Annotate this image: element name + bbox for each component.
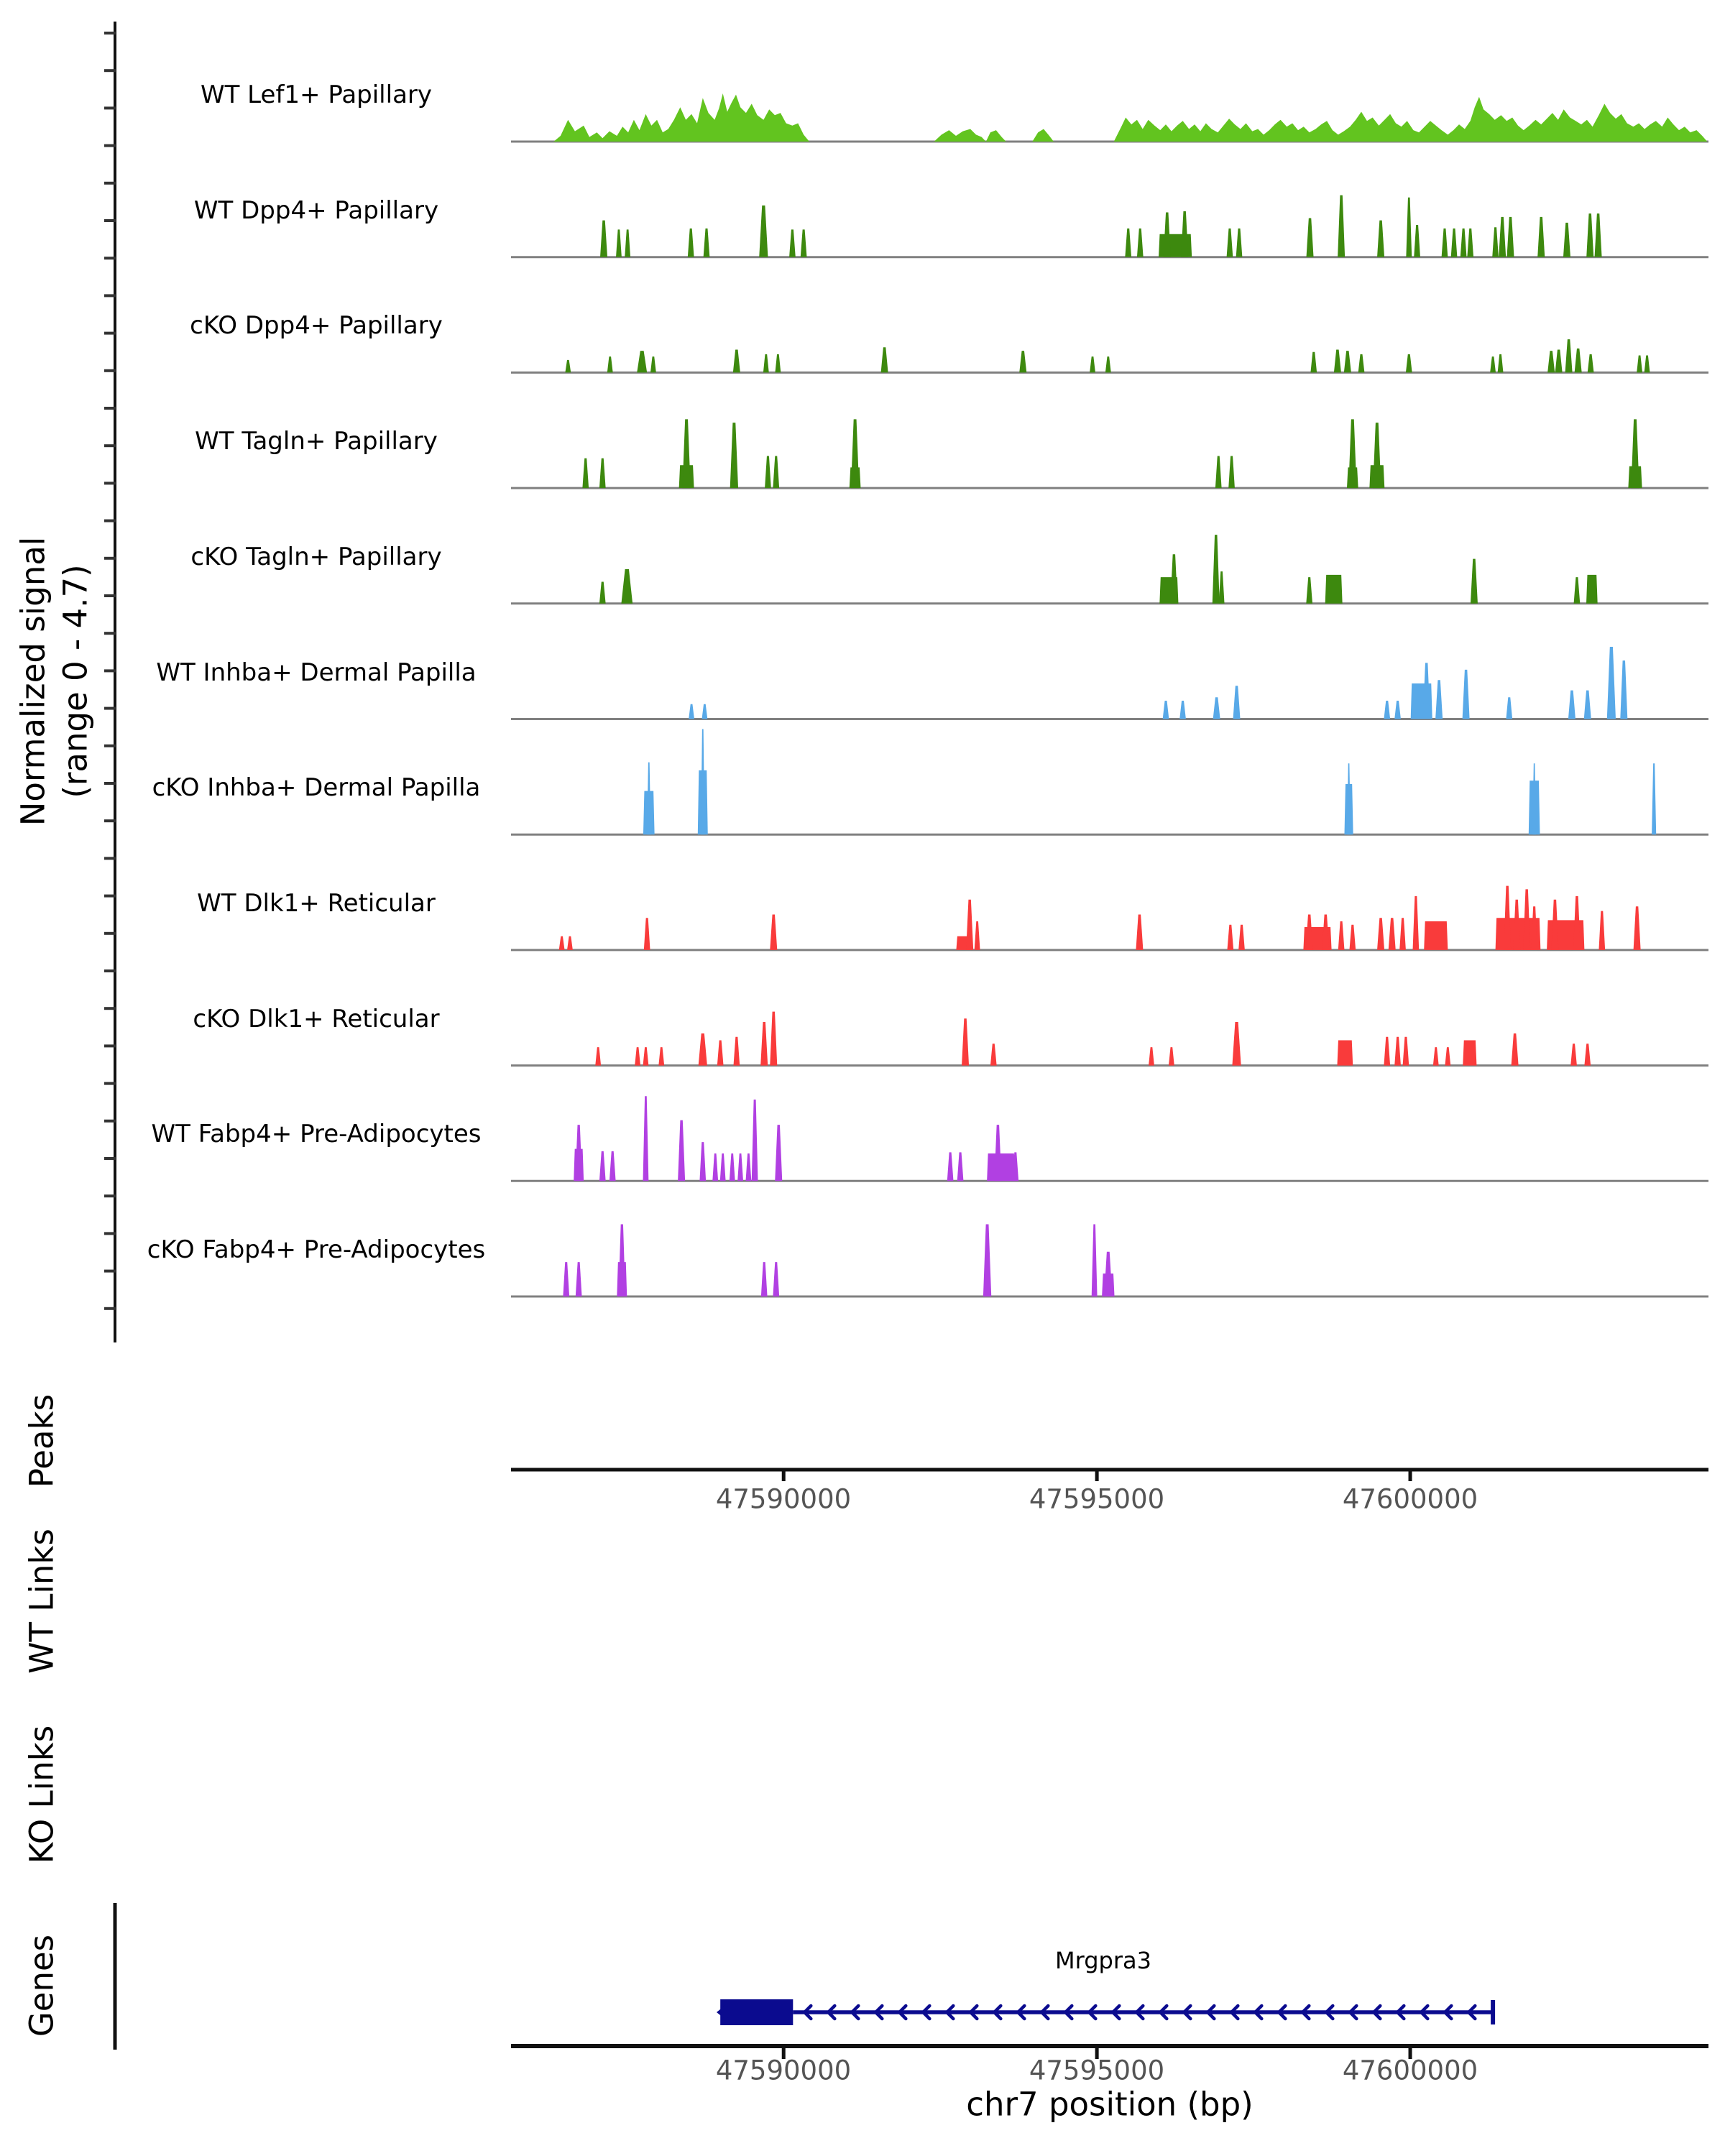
track-label-wt-inhba: WT Inhba+ Dermal Papilla [156, 658, 477, 687]
track-label-cko-tagln: cKO Tagln+ Papillary [190, 543, 442, 571]
signal-peak [1310, 352, 1317, 373]
signal-peak [1136, 914, 1143, 949]
signal-peak [1219, 571, 1225, 604]
signal-peak [957, 1152, 964, 1181]
signal-peak [704, 229, 710, 257]
track-label-cko-dpp4: cKO Dpp4+ Papillary [190, 311, 443, 340]
signal-peak [760, 1022, 768, 1066]
signal-peak [737, 1153, 743, 1181]
signal-peak [1563, 223, 1570, 257]
signal-peak [983, 1225, 991, 1296]
signal-peak [730, 1153, 735, 1181]
signal-peak [658, 1047, 664, 1066]
signal-peak [1460, 229, 1467, 257]
gene-label-mrgpra3: Mrgpra3 [1055, 1947, 1151, 1974]
signal-peak [1228, 456, 1235, 488]
signal-peak [947, 1152, 954, 1181]
x-axis-tick-47590000: 47590000 [715, 2055, 852, 2086]
peaks-axis-tick-47600000: 47600000 [1342, 1483, 1478, 1515]
gene-end-bar [1491, 2000, 1495, 2024]
signal-peak [599, 581, 606, 603]
signal-peak [1435, 680, 1443, 719]
signal-peak [1595, 213, 1602, 257]
signal-peak [1471, 559, 1478, 604]
signal-peak [1348, 419, 1356, 488]
signal-peak [733, 1037, 740, 1066]
signal-peak [1163, 701, 1169, 719]
signal-block [1463, 1041, 1476, 1066]
signal-peak [717, 1041, 724, 1066]
signal-peak [1377, 918, 1384, 950]
signal-peak [1463, 670, 1470, 719]
signal-peak [1584, 1044, 1591, 1065]
signal-peak [1399, 918, 1406, 950]
signal-block [1337, 1041, 1353, 1066]
signal-peak [1215, 456, 1222, 488]
signal-peak [1570, 1044, 1577, 1065]
signal-peak [1394, 701, 1401, 719]
y-axis-label [13, 537, 97, 826]
signal-peak [1105, 356, 1111, 372]
signal-peak [1507, 217, 1514, 257]
signal-peak [1403, 1037, 1409, 1066]
signal-peak [699, 1142, 706, 1181]
track-label-wt-fabp4: WT Fabp4+ Pre-Adipocytes [151, 1120, 482, 1148]
signal-peak [994, 1125, 1001, 1181]
signal-peak [599, 1151, 606, 1181]
signal-peak [600, 221, 607, 257]
signal-peak [643, 1047, 649, 1066]
signal-peak [1344, 351, 1351, 372]
signal-peak [1512, 1033, 1519, 1066]
signal-peak [1377, 221, 1384, 257]
signal-peak [1547, 351, 1555, 372]
signal-peak [1537, 217, 1545, 257]
signal-peak [773, 1262, 779, 1296]
signal-peak [1588, 354, 1594, 373]
signal-peak [1227, 229, 1233, 257]
y-axis-label-line1: Normalized signal [14, 536, 52, 826]
signal-peak [1019, 351, 1026, 372]
signal-peak [1149, 1047, 1154, 1066]
signal-peak [712, 1153, 718, 1181]
signal-peak [1565, 339, 1573, 372]
signal-peak [1384, 1037, 1390, 1066]
signal-peak [625, 229, 630, 257]
signal-peak [1125, 229, 1131, 257]
signal-peak [1236, 229, 1243, 257]
section-label-wt-links: WT Links [22, 1529, 61, 1674]
signal-peak [775, 354, 781, 373]
signal-peak [563, 1262, 569, 1296]
signal-peak [1232, 1022, 1241, 1066]
signal-peak [607, 356, 613, 372]
signal-peak [761, 1262, 768, 1296]
signal-peak [1384, 701, 1390, 719]
signal-block [1325, 575, 1343, 604]
signal-peak [745, 1153, 751, 1181]
signal-peak [1607, 647, 1616, 719]
signal-peak [1634, 906, 1641, 950]
signal-peak [699, 1033, 707, 1066]
signal-peak [1490, 356, 1496, 372]
signal-peak [759, 206, 768, 257]
signal-peak [1334, 350, 1341, 373]
signal-peak [881, 347, 888, 372]
signal-peak [1499, 217, 1506, 257]
signal-peak [801, 229, 807, 257]
signal-peak [1238, 925, 1245, 950]
signal-peak [752, 1100, 758, 1181]
signal-peak [770, 1012, 777, 1066]
signal-peak [1467, 229, 1473, 257]
signal-peak [621, 569, 632, 604]
signal-peak [576, 1262, 582, 1296]
signal-peak [962, 1018, 969, 1065]
signal-peak [1213, 535, 1220, 604]
signal-peak [1179, 701, 1186, 719]
signal-area [511, 93, 1708, 142]
track-label-wt-dlk1: WT Dlk1+ Reticular [197, 889, 436, 918]
signal-peak [1574, 577, 1581, 604]
signal-peak [682, 419, 690, 488]
signal-peak [1338, 195, 1345, 257]
signal-peak [1492, 227, 1499, 257]
signal-peak [733, 350, 740, 373]
signal-peak [763, 354, 769, 373]
signal-peak [565, 360, 571, 373]
signal-peak [770, 914, 777, 949]
signal-peak [582, 459, 589, 488]
signal-peak [1358, 354, 1365, 373]
signal-peak [975, 921, 980, 950]
signal-block [1424, 921, 1448, 950]
signal-peak [1445, 1047, 1450, 1066]
track-label-cko-fabp4: cKO Fabp4+ Pre-Adipocytes [147, 1235, 486, 1264]
signal-peak [775, 1125, 782, 1181]
peaks-axis-tick-47595000: 47595000 [1029, 1483, 1165, 1515]
signal-peak [1451, 229, 1458, 257]
signal-peak [1306, 577, 1312, 604]
signal-peak [1498, 354, 1504, 373]
signal-peak [1307, 218, 1314, 257]
gene-exon-box [720, 1999, 793, 2025]
signal-peak [1598, 911, 1605, 950]
y-axis-label-line2: (range 0 - 4.7) [56, 564, 94, 798]
signal-peak [1213, 697, 1220, 719]
section-label-genes: Genes [22, 1934, 61, 2037]
signal-peak [851, 419, 859, 488]
x-axis-label: chr7 position (bp) [966, 2085, 1254, 2124]
signal-peak [702, 704, 707, 719]
signal-peak [1506, 697, 1512, 719]
signal-peak [1349, 925, 1356, 950]
track-label-wt-tagln: WT Tagln+ Papillary [195, 427, 438, 456]
signal-peak [1406, 198, 1412, 257]
signal-peak [559, 936, 565, 950]
signal-peak [616, 229, 622, 257]
signal-peak [1233, 686, 1241, 719]
section-label-peaks: Peaks [22, 1393, 61, 1488]
signal-peak [1394, 1037, 1401, 1066]
signal-peak [765, 456, 771, 488]
signal-peak [599, 459, 606, 488]
signal-peak [688, 229, 694, 257]
signal-peak [1631, 419, 1639, 488]
signal-peak [773, 456, 779, 488]
signal-peak [1406, 354, 1412, 373]
signal-peak [730, 423, 738, 488]
signal-peak [1338, 921, 1345, 950]
signal-peak [595, 1047, 601, 1066]
signal-peak [1637, 355, 1642, 372]
section-label-ko-links: KO Links [22, 1725, 61, 1864]
signal-peak [1586, 213, 1593, 257]
peaks-axis-tick-47590000: 47590000 [715, 1483, 852, 1515]
signal-peak [1620, 660, 1627, 719]
signal-peak [689, 704, 694, 719]
signal-peak [1433, 1047, 1439, 1066]
signal-peak [1652, 763, 1656, 834]
signal-peak [1644, 355, 1650, 372]
signal-peak [1584, 691, 1591, 719]
signal-peak [1413, 896, 1420, 950]
signal-peak [650, 356, 656, 372]
signal-peak [678, 1120, 685, 1181]
signal-peak [1373, 423, 1381, 488]
signal-peak [644, 918, 650, 950]
signal-peak [1414, 225, 1420, 257]
track-label-wt-dpp4: WT Dpp4+ Papillary [193, 196, 439, 225]
track-label-cko-inhba: cKO Inhba+ Dermal Papilla [152, 773, 481, 802]
signal-peak [1575, 349, 1582, 372]
signal-peak [1442, 229, 1448, 257]
signal-peak [1092, 1225, 1098, 1296]
signal-peak [1169, 1047, 1174, 1066]
x-axis-tick-47600000: 47600000 [1342, 2055, 1478, 2086]
signal-peak [643, 1096, 649, 1181]
signal-peak [720, 1153, 726, 1181]
signal-peak [1227, 925, 1233, 950]
signal-peak [1555, 350, 1563, 373]
signal-peak [1090, 356, 1095, 372]
signal-peak [789, 229, 796, 257]
signal-block [1586, 575, 1598, 604]
signal-peak [990, 1044, 997, 1065]
signal-peak [966, 900, 973, 950]
signal-peak [1568, 691, 1576, 719]
track-label-wt-lef1: WT Lef1+ Papillary [200, 80, 433, 109]
signal-peak [1389, 918, 1396, 950]
track-label-cko-dlk1: cKO Dlk1+ Reticular [193, 1005, 440, 1033]
signal-peak [1137, 229, 1144, 257]
signal-peak [610, 1151, 616, 1181]
signal-peak [637, 351, 647, 372]
signal-peak [567, 936, 573, 950]
signal-peak [619, 1225, 626, 1296]
signal-peak [635, 1047, 640, 1066]
x-axis-tick-47595000: 47595000 [1029, 2055, 1165, 2086]
